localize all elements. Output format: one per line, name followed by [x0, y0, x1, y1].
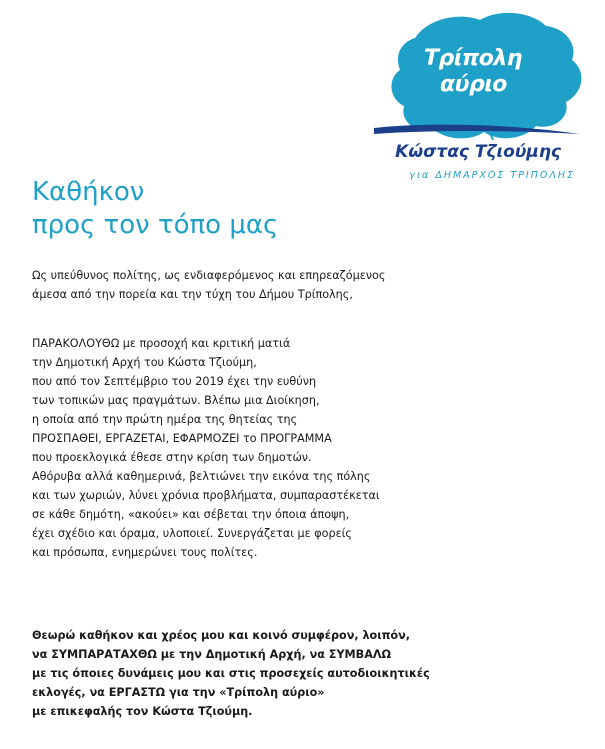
intro-paragraph: [32, 266, 385, 304]
logo-text-line1: Τρίπολη: [424, 46, 522, 71]
text-line: με επικεφαλής τον Κώστα Τζιούμη.: [32, 705, 253, 718]
text-line: Αθόρυβα αλλά καθημερινά, βελτιώνει την εικόνα της πόλης: [32, 470, 371, 483]
text-line: με τις όποιες δυνάμεις μου και στις προσεχείς αυτοδιοικητικές: [32, 667, 430, 680]
text-line: ΠΡΟΣΠΑΘΕΙ, ΕΡΓΑΖΕΤΑΙ, ΕΦΑΡΜΟΖΕΙ το ΠΡΟΓΡΑΜΜΑ: [32, 432, 332, 445]
text-line: άμεσα από την πορεία και την τύχη του Δήμου Τρίπολης,: [32, 288, 353, 301]
text-line: την Δημοτική Αρχή του Κώστα Τζιούμη,: [32, 356, 257, 369]
text-line: και πρόσωπα, ενημερώνει τους πολίτες.: [32, 546, 258, 559]
text-line: εκλογές, να ΕΡΓΑΣΤΩ για την «Τρίπολη αύριο»: [32, 686, 325, 699]
text-line: ΠΑΡΑΚΟΛΟΥΘΩ με προσοχή και κριτική ματιά: [32, 337, 291, 350]
text-line: σε κάθε δημότη, «ακούει» και σέβεται την όποια άποψη,: [32, 508, 350, 521]
title-line-1: Καθήκον: [32, 177, 145, 207]
text-line: έχει σχέδιο και όραμα, υλοποιεί. Συνεργάζεται με φορείς: [32, 527, 352, 540]
text-line: να ΣΥΜΠΑΡΑΤΑΧΘΩ με την Δημοτική Αρχή, να ΣΥΜΒΑΛΩ: [32, 648, 392, 661]
text-line: των τοπικών μας πραγμάτων. Βλέπω μια Διοίκηση,: [32, 394, 320, 407]
logo-text-line2: αύριο: [440, 72, 507, 97]
candidate-subtitle: για ΔΗΜΑΡΧΟΣ ΤΡΙΠΟΛΗΣ: [409, 170, 575, 181]
text-line: που από τον Σεπτέμβριο του 2019 έχει την ευθύνη: [32, 375, 317, 388]
text-line: που προεκλογικά έθεσε στην κρίση των δημοτών.: [32, 451, 312, 464]
candidate-name: Κώστας Τζιούμης: [395, 142, 561, 162]
text-line: και των χωριών, λύνει χρόνια προβλήματα, συμπαραστέκεται: [32, 489, 380, 502]
text-line: Ως υπεύθυνος πολίτης, ως ενδιαφερόμενος και επηρεαζόμενος: [32, 269, 386, 282]
tree-logo-icon: [360, 6, 605, 196]
page-title: [32, 176, 278, 242]
body-paragraph: [32, 334, 380, 562]
closing-paragraph: [32, 626, 430, 721]
title-line-2: προς τον τόπο μας: [32, 210, 279, 240]
text-line: η οποία από την πρώτη ημέρα της θητείας της: [32, 413, 298, 426]
campaign-logo: [360, 6, 605, 196]
text-line: Θεωρώ καθήκον και χρέος μου και κοινό συμφέρον, λοιπόν,: [32, 629, 410, 642]
